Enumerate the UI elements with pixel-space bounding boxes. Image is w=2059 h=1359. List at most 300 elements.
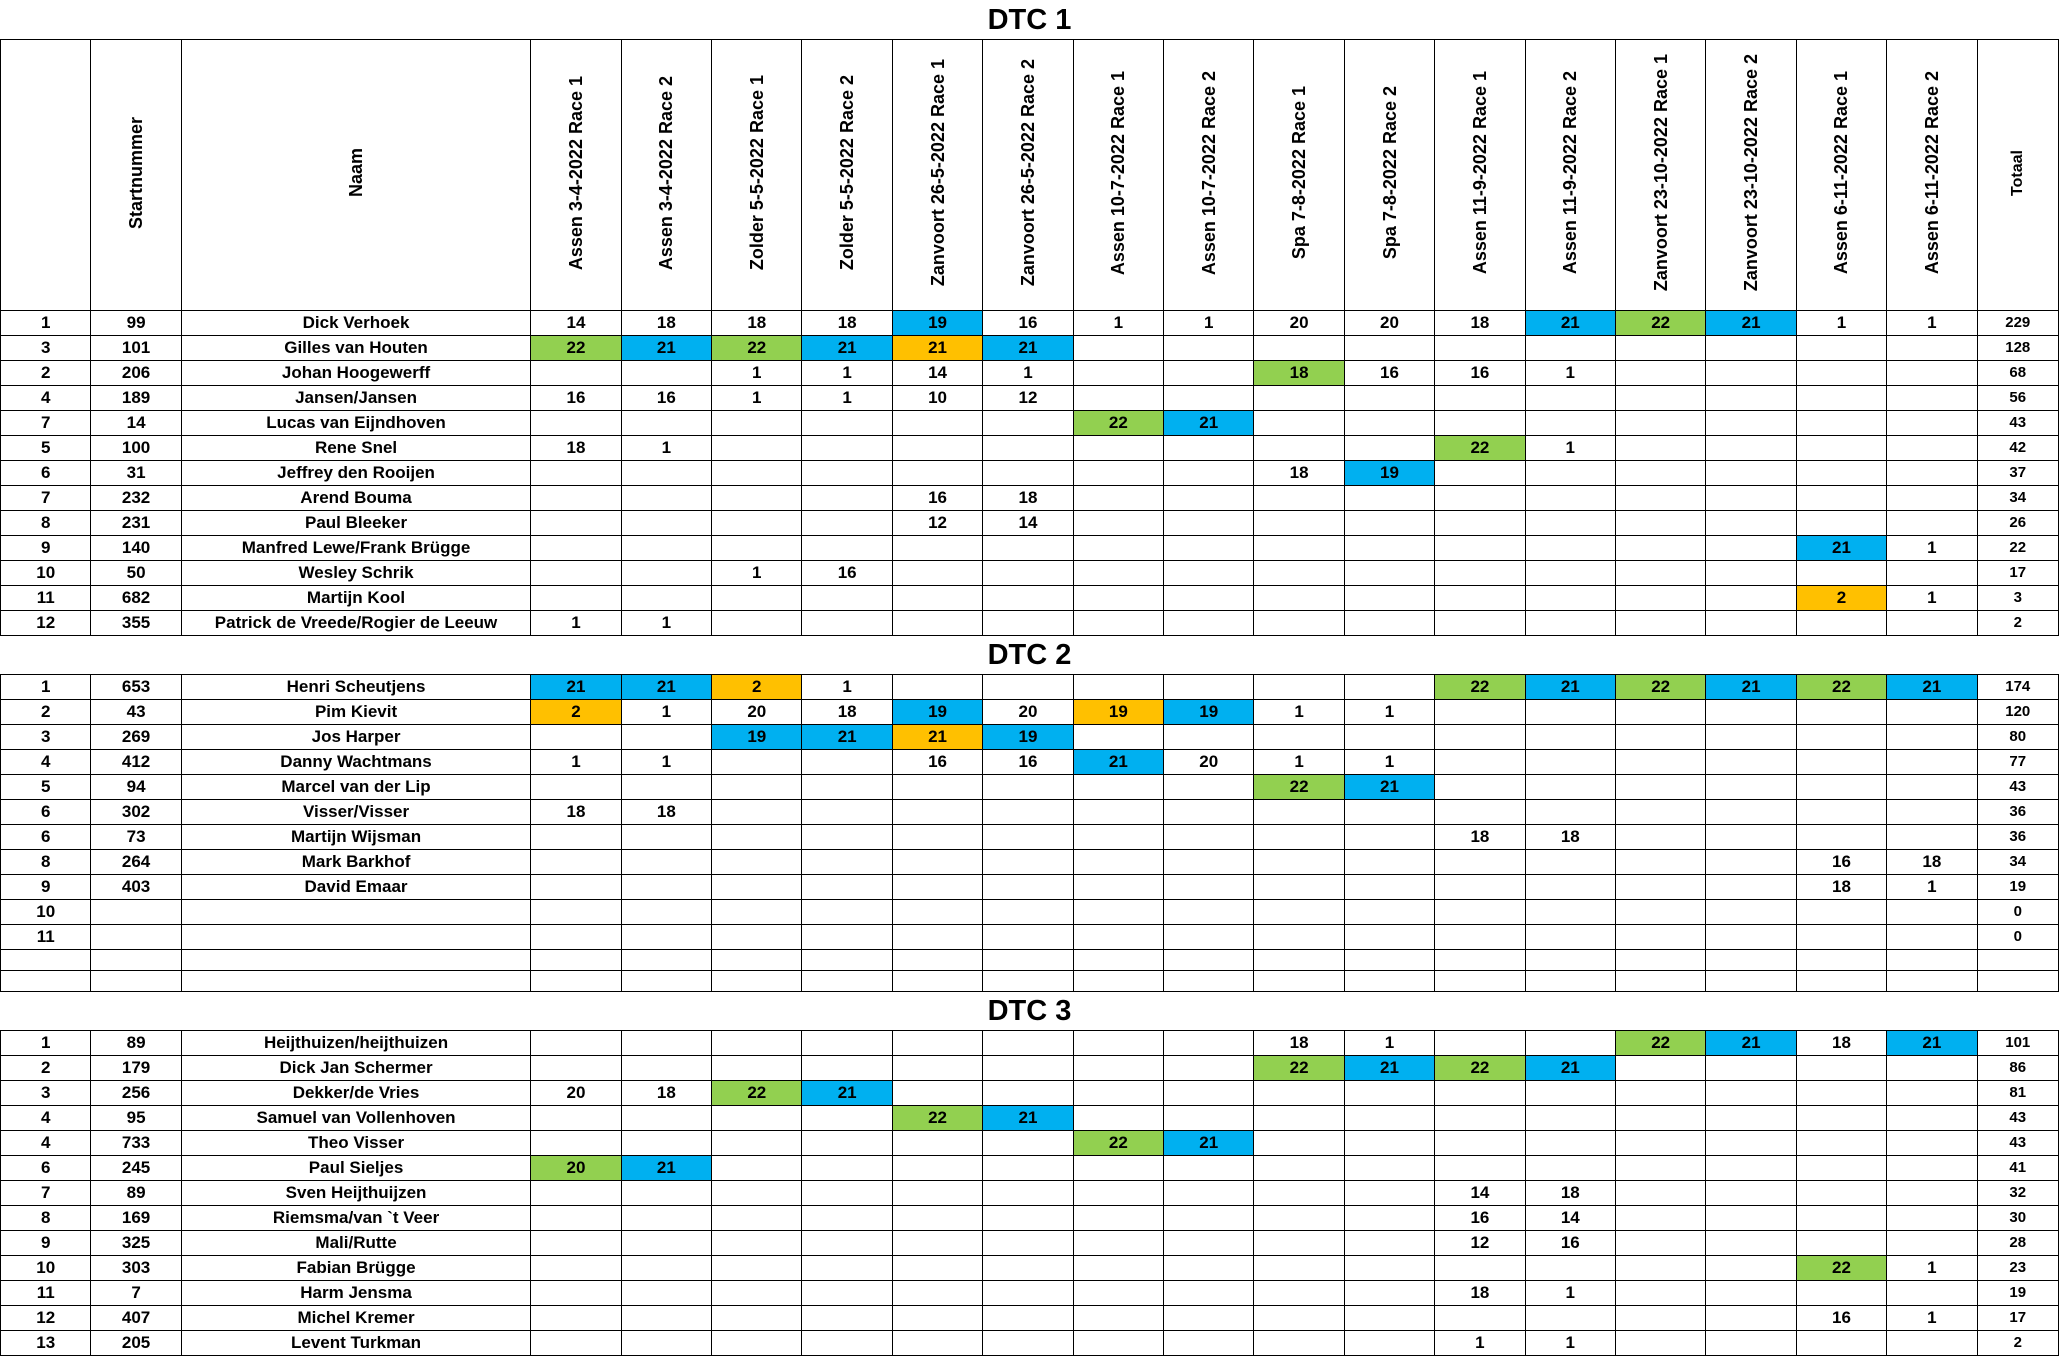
score-cell (1615, 1156, 1705, 1181)
score-cell (1525, 1081, 1615, 1106)
score-cell (1254, 611, 1344, 636)
score-cell (1615, 850, 1705, 875)
driver-name-cell: Heijthuizen/heijthuizen (181, 1031, 531, 1056)
score-cell: 21 (983, 1106, 1073, 1131)
score-cell (1073, 1331, 1163, 1356)
score-cell (1887, 611, 1977, 636)
score-cell (1435, 800, 1525, 825)
score-cell: 16 (892, 486, 982, 511)
score-cell (531, 1131, 621, 1156)
score-cell (892, 1181, 982, 1206)
score-cell (1796, 1056, 1886, 1081)
score-cell (1706, 700, 1796, 725)
score-cell (1073, 1281, 1163, 1306)
score-cell (1887, 336, 1977, 361)
score-cell (1706, 486, 1796, 511)
score-cell (1706, 386, 1796, 411)
score-cell: 19 (1344, 461, 1434, 486)
total-cell: 22 (1977, 536, 2058, 561)
score-cell (1525, 900, 1615, 925)
score-cell (983, 675, 1073, 700)
total-cell: 34 (1977, 850, 2058, 875)
score-cell: 18 (1435, 1281, 1525, 1306)
score-cell (802, 1206, 892, 1231)
table-row (1, 750, 2059, 775)
driver-name-cell: Danny Wachtmans (181, 750, 531, 775)
score-cell (712, 875, 802, 900)
score-cell (531, 775, 621, 800)
startnummer-cell: 140 (91, 536, 181, 561)
score-cell (1164, 386, 1254, 411)
score-cell (1254, 971, 1344, 992)
table-row (1, 725, 2059, 750)
score-cell (531, 875, 621, 900)
score-cell (1706, 750, 1796, 775)
total-cell: 36 (1977, 800, 2058, 825)
score-cell: 21 (1525, 1056, 1615, 1081)
score-cell: 21 (621, 1156, 711, 1181)
score-cell: 18 (802, 700, 892, 725)
score-cell (802, 1231, 892, 1256)
position-cell: 7 (1, 411, 91, 436)
score-cell: 22 (1796, 1256, 1886, 1281)
score-cell (1615, 361, 1705, 386)
position-cell: 13 (1, 1331, 91, 1356)
score-cell (1164, 511, 1254, 536)
score-cell (712, 800, 802, 825)
score-cell (1887, 361, 1977, 386)
total-cell (1977, 971, 2058, 992)
score-cell (1796, 361, 1886, 386)
header-race-label: Assen 11-9-2022 Race 1 (1469, 71, 1490, 275)
score-cell (1344, 1281, 1434, 1306)
score-cell: 21 (892, 336, 982, 361)
score-cell: 1 (1525, 361, 1615, 386)
section-title: DTC 3 (1, 992, 2059, 1031)
score-cell (531, 361, 621, 386)
score-cell (1796, 511, 1886, 536)
position-cell: 7 (1, 486, 91, 511)
score-cell (1344, 1156, 1434, 1181)
table-row (1, 336, 2059, 361)
score-cell (1887, 561, 1977, 586)
total-cell: 56 (1977, 386, 2058, 411)
score-cell (983, 1206, 1073, 1231)
score-cell (1887, 1331, 1977, 1356)
score-cell (712, 586, 802, 611)
score-cell (1435, 1081, 1525, 1106)
driver-name-cell: Mali/Rutte (181, 1231, 531, 1256)
score-cell (1796, 1156, 1886, 1181)
score-cell (1164, 1156, 1254, 1181)
score-cell: 21 (1796, 536, 1886, 561)
position-cell: 11 (1, 586, 91, 611)
score-cell (983, 1231, 1073, 1256)
position-cell: 6 (1, 1156, 91, 1181)
score-cell (1615, 1331, 1705, 1356)
total-cell: 17 (1977, 561, 2058, 586)
startnummer-cell (91, 950, 181, 971)
total-cell: 128 (1977, 336, 2058, 361)
score-cell (1796, 700, 1886, 725)
score-cell (1344, 971, 1434, 992)
score-cell: 16 (1435, 1206, 1525, 1231)
total-cell: 0 (1977, 925, 2058, 950)
score-cell (1344, 1131, 1434, 1156)
header-race-label: Zanvoort 23-10-2022 Race 2 (1741, 54, 1762, 292)
score-cell (1254, 1306, 1344, 1331)
position-cell: 1 (1, 1031, 91, 1056)
driver-name-cell: Levent Turkman (181, 1331, 531, 1356)
header-race-label: Assen 3-4-2022 Race 1 (565, 75, 586, 271)
score-cell (1615, 611, 1705, 636)
score-cell (1796, 336, 1886, 361)
driver-name-cell: Fabian Brügge (181, 1256, 531, 1281)
driver-name-cell: Patrick de Vreede/Rogier de Leeuw (181, 611, 531, 636)
position-cell: 9 (1, 1231, 91, 1256)
score-cell (802, 1156, 892, 1181)
total-cell: 19 (1977, 875, 2058, 900)
score-cell (892, 900, 982, 925)
score-cell (1164, 775, 1254, 800)
score-cell (802, 1281, 892, 1306)
startnummer-cell: 682 (91, 586, 181, 611)
score-cell: 1 (712, 386, 802, 411)
score-cell (1706, 361, 1796, 386)
position-cell: 4 (1, 1106, 91, 1131)
score-cell: 22 (1615, 311, 1705, 336)
driver-name-cell: Samuel van Vollenhoven (181, 1106, 531, 1131)
score-cell (531, 950, 621, 971)
score-cell (802, 925, 892, 950)
score-cell (1615, 561, 1705, 586)
score-cell (1254, 850, 1344, 875)
score-cell (1706, 561, 1796, 586)
score-cell (983, 561, 1073, 586)
table-row (1, 900, 2059, 925)
score-cell (1254, 800, 1344, 825)
header-race (1073, 40, 1163, 311)
score-cell: 21 (1344, 775, 1434, 800)
score-cell (1887, 700, 1977, 725)
score-cell (621, 511, 711, 536)
score-cell (1164, 1081, 1254, 1106)
score-cell: 22 (1073, 1131, 1163, 1156)
score-cell (1073, 1031, 1163, 1056)
score-cell: 14 (1525, 1206, 1615, 1231)
score-cell (1254, 1131, 1344, 1156)
score-cell (1164, 561, 1254, 586)
score-cell (1344, 1306, 1434, 1331)
startnummer-cell: 205 (91, 1331, 181, 1356)
startnummer-cell: 653 (91, 675, 181, 700)
startnummer-cell: 302 (91, 800, 181, 825)
score-cell (1525, 1131, 1615, 1156)
total-cell: 26 (1977, 511, 2058, 536)
score-cell: 1 (1887, 311, 1977, 336)
score-cell (1344, 900, 1434, 925)
score-cell (1615, 800, 1705, 825)
score-cell (712, 1231, 802, 1256)
table-row (1, 875, 2059, 900)
score-cell: 1 (983, 361, 1073, 386)
score-cell (1073, 486, 1163, 511)
score-cell: 1 (1887, 1306, 1977, 1331)
score-cell: 19 (892, 311, 982, 336)
score-cell (1615, 511, 1705, 536)
score-cell: 16 (1796, 1306, 1886, 1331)
score-cell (531, 561, 621, 586)
header-totaal-label: Totaal (2008, 150, 2026, 196)
score-cell: 19 (1073, 700, 1163, 725)
score-cell: 1 (1164, 311, 1254, 336)
total-cell: 32 (1977, 1181, 2058, 1206)
score-cell (1615, 536, 1705, 561)
score-cell (1344, 1206, 1434, 1231)
startnummer-cell: 7 (91, 1281, 181, 1306)
score-cell (1254, 1281, 1344, 1306)
score-cell: 19 (892, 700, 982, 725)
score-cell (1254, 1331, 1344, 1356)
total-cell: 101 (1977, 1031, 2058, 1056)
header-race (1887, 40, 1977, 311)
score-cell: 1 (1796, 311, 1886, 336)
score-cell (1706, 1306, 1796, 1331)
score-cell (892, 1206, 982, 1231)
score-cell (1887, 436, 1977, 461)
total-cell: 2 (1977, 1331, 2058, 1356)
score-cell (802, 611, 892, 636)
score-cell (1887, 1081, 1977, 1106)
score-cell (1525, 925, 1615, 950)
score-cell (1435, 971, 1525, 992)
score-cell (1073, 825, 1163, 850)
score-cell (621, 1306, 711, 1331)
score-cell (1706, 850, 1796, 875)
score-cell (1706, 611, 1796, 636)
table-row (1, 1331, 2059, 1356)
table-row (1, 536, 2059, 561)
position-cell: 4 (1, 1131, 91, 1156)
score-cell: 16 (892, 750, 982, 775)
score-cell (983, 1131, 1073, 1156)
startnummer-cell: 264 (91, 850, 181, 875)
score-cell (712, 775, 802, 800)
score-cell (983, 1306, 1073, 1331)
score-cell (1435, 950, 1525, 971)
score-cell (712, 1256, 802, 1281)
driver-name-cell: Rene Snel (181, 436, 531, 461)
score-cell (1525, 386, 1615, 411)
score-cell (1706, 436, 1796, 461)
score-cell (1706, 1231, 1796, 1256)
score-cell (802, 1306, 892, 1331)
score-cell (802, 825, 892, 850)
position-cell: 3 (1, 725, 91, 750)
score-cell (1887, 386, 1977, 411)
score-cell (1887, 950, 1977, 971)
table-row (1, 1306, 2059, 1331)
score-cell: 1 (621, 700, 711, 725)
score-cell (802, 436, 892, 461)
score-cell (892, 1081, 982, 1106)
score-cell (1164, 611, 1254, 636)
score-cell: 21 (1887, 1031, 1977, 1056)
score-cell: 19 (1164, 700, 1254, 725)
header-naam-label: Naam (346, 148, 367, 198)
score-cell (1796, 1131, 1886, 1156)
score-cell (1164, 1331, 1254, 1356)
table-row (1, 486, 2059, 511)
score-cell: 16 (1525, 1231, 1615, 1256)
score-cell (712, 971, 802, 992)
score-cell (1164, 1231, 1254, 1256)
score-cell: 12 (892, 511, 982, 536)
score-cell (1073, 1206, 1163, 1231)
score-cell (1615, 436, 1705, 461)
score-cell (802, 900, 892, 925)
score-cell (1887, 1131, 1977, 1156)
score-cell: 21 (892, 725, 982, 750)
score-cell (802, 1331, 892, 1356)
score-cell (1887, 725, 1977, 750)
score-cell (712, 1306, 802, 1331)
score-cell (802, 1056, 892, 1081)
header-race (802, 40, 892, 311)
score-cell (892, 800, 982, 825)
score-cell: 18 (1796, 1031, 1886, 1056)
startnummer-cell: 43 (91, 700, 181, 725)
driver-name-cell: Harm Jensma (181, 1281, 531, 1306)
score-cell (1887, 775, 1977, 800)
score-cell (1796, 800, 1886, 825)
score-cell: 20 (1164, 750, 1254, 775)
score-cell (1615, 486, 1705, 511)
score-cell: 22 (1615, 675, 1705, 700)
score-cell (983, 775, 1073, 800)
startnummer-cell: 231 (91, 511, 181, 536)
score-cell: 1 (621, 436, 711, 461)
table-row (1, 775, 2059, 800)
score-cell: 18 (1796, 875, 1886, 900)
score-cell (1073, 1256, 1163, 1281)
score-cell (983, 925, 1073, 950)
total-cell: 81 (1977, 1081, 2058, 1106)
score-cell (1796, 775, 1886, 800)
score-cell (1525, 486, 1615, 511)
score-cell: 1 (1344, 700, 1434, 725)
score-cell: 1 (1344, 1031, 1434, 1056)
startnummer-cell: 94 (91, 775, 181, 800)
driver-name-cell: Martijn Kool (181, 586, 531, 611)
score-cell (1344, 1181, 1434, 1206)
position-cell: 2 (1, 1056, 91, 1081)
total-cell: 17 (1977, 1306, 2058, 1331)
score-cell (1615, 386, 1705, 411)
score-cell: 14 (531, 311, 621, 336)
position-cell: 10 (1, 900, 91, 925)
score-cell (1344, 386, 1434, 411)
score-cell (1796, 461, 1886, 486)
score-cell (1796, 1081, 1886, 1106)
score-cell (531, 1256, 621, 1281)
score-cell (1073, 875, 1163, 900)
score-cell (1073, 775, 1163, 800)
position-cell: 8 (1, 1206, 91, 1231)
score-cell (621, 561, 711, 586)
score-cell (712, 825, 802, 850)
score-cell (1344, 1106, 1434, 1131)
total-cell: 229 (1977, 311, 2058, 336)
score-cell (1073, 1056, 1163, 1081)
score-cell (712, 1281, 802, 1306)
score-cell: 10 (892, 386, 982, 411)
startnummer-cell: 303 (91, 1256, 181, 1281)
score-cell (892, 586, 982, 611)
score-cell (1344, 925, 1434, 950)
score-cell (802, 1256, 892, 1281)
score-cell (1435, 875, 1525, 900)
table-row (1, 361, 2059, 386)
score-cell (1706, 825, 1796, 850)
score-cell (621, 1031, 711, 1056)
score-cell (1254, 675, 1344, 700)
score-cell: 21 (802, 1081, 892, 1106)
score-cell (1887, 1206, 1977, 1231)
score-cell (621, 1206, 711, 1231)
score-cell (1435, 700, 1525, 725)
score-cell (1796, 925, 1886, 950)
score-cell (1164, 1256, 1254, 1281)
table-row (1, 800, 2059, 825)
score-cell: 21 (1706, 311, 1796, 336)
score-cell: 12 (1435, 1231, 1525, 1256)
score-cell (983, 1181, 1073, 1206)
position-cell: 6 (1, 461, 91, 486)
score-cell (1615, 1081, 1705, 1106)
score-cell (892, 971, 982, 992)
score-cell: 18 (1254, 361, 1344, 386)
total-cell: 41 (1977, 1156, 2058, 1181)
score-cell (1796, 436, 1886, 461)
score-cell (1254, 1081, 1344, 1106)
startnummer-cell: 89 (91, 1181, 181, 1206)
score-cell (802, 486, 892, 511)
startnummer-cell: 256 (91, 1081, 181, 1106)
score-cell (1435, 1306, 1525, 1331)
score-cell (1706, 461, 1796, 486)
score-cell (621, 411, 711, 436)
score-cell: 21 (621, 336, 711, 361)
score-cell (1796, 611, 1886, 636)
score-cell (712, 1206, 802, 1231)
position-cell: 5 (1, 775, 91, 800)
driver-name-cell: Arend Bouma (181, 486, 531, 511)
score-cell (1435, 1031, 1525, 1056)
score-cell (1254, 875, 1344, 900)
total-cell: 77 (1977, 750, 2058, 775)
score-cell (621, 775, 711, 800)
driver-name-cell: Sven Heijthuijzen (181, 1181, 531, 1206)
score-cell (1435, 461, 1525, 486)
score-cell (1073, 950, 1163, 971)
score-cell (712, 1031, 802, 1056)
score-cell (1435, 1156, 1525, 1181)
score-cell (1796, 825, 1886, 850)
score-cell: 18 (621, 800, 711, 825)
score-cell (1073, 511, 1163, 536)
score-cell (1435, 386, 1525, 411)
